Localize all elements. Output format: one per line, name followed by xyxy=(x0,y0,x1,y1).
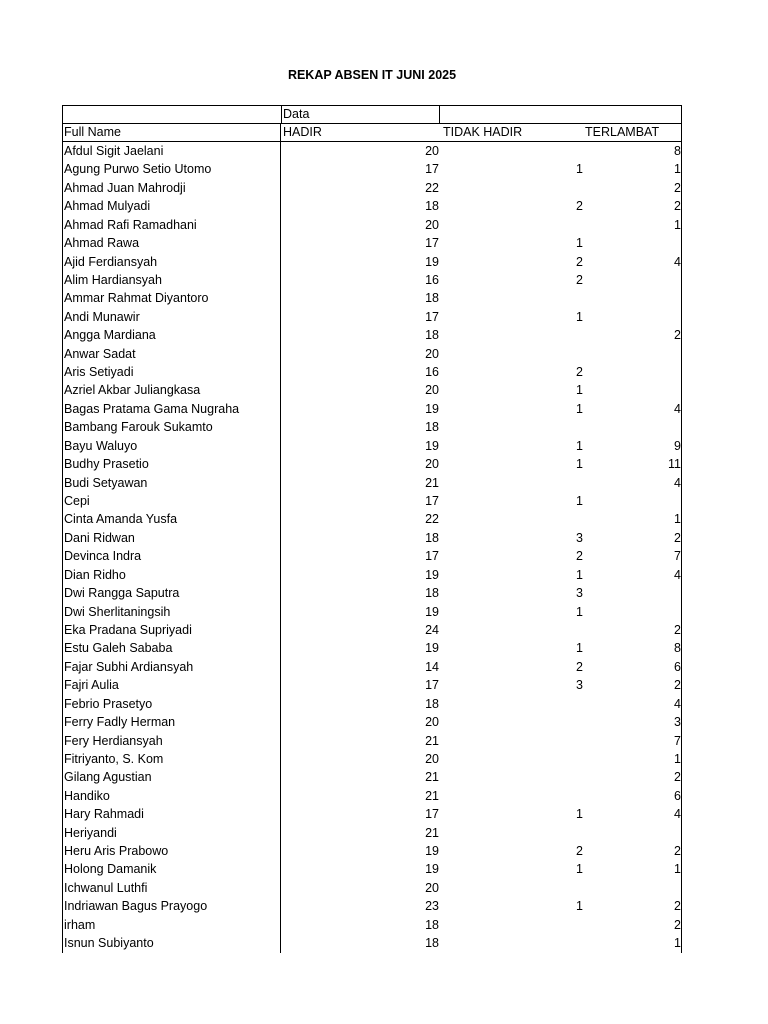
cell-terlambat: 2 xyxy=(674,328,681,343)
table-row xyxy=(63,474,681,492)
cell-full-name: Ahmad Rafi Ramadhani xyxy=(64,217,197,232)
cell-terlambat: 1 xyxy=(674,162,681,177)
cell-hadir: 23 xyxy=(425,899,439,914)
cell-full-name: Angga Mardiana xyxy=(64,328,156,343)
cell-hadir: 17 xyxy=(425,549,439,564)
cell-full-name: Dwi Rangga Saputra xyxy=(64,586,180,601)
cell-tidak-hadir: 1 xyxy=(576,807,583,822)
cell-full-name: Dian Ridho xyxy=(64,567,126,582)
table-row xyxy=(63,805,681,823)
cell-terlambat: 6 xyxy=(674,659,681,674)
cell-hadir: 19 xyxy=(425,567,439,582)
table-row xyxy=(63,437,681,455)
table-row xyxy=(63,345,681,363)
cell-terlambat: 11 xyxy=(668,457,681,472)
cell-full-name: Dani Ridwan xyxy=(64,530,135,545)
table-header-row xyxy=(62,124,682,142)
cell-hadir: 20 xyxy=(425,346,439,361)
cell-terlambat: 7 xyxy=(674,549,681,564)
cell-terlambat: 2 xyxy=(674,899,681,914)
cell-full-name: Bambang Farouk Sukamto xyxy=(64,420,213,435)
cell-terlambat: 2 xyxy=(674,199,681,214)
table-row xyxy=(63,142,681,160)
table-row xyxy=(63,326,681,344)
cell-terlambat: 2 xyxy=(674,530,681,545)
cell-tidak-hadir: 1 xyxy=(576,236,583,251)
table-row xyxy=(63,695,681,713)
cell-full-name: Hary Rahmadi xyxy=(64,807,144,822)
cell-full-name: Ammar Rahmat Diyantoro xyxy=(64,291,209,306)
cell-hadir: 20 xyxy=(425,715,439,730)
cell-hadir: 24 xyxy=(425,622,439,637)
cell-full-name: Estu Galeh Sababa xyxy=(64,641,173,656)
cell-hadir: 18 xyxy=(425,917,439,932)
table-row xyxy=(63,787,681,805)
table-row xyxy=(63,768,681,786)
data-group-header: Data xyxy=(281,106,440,123)
cell-tidak-hadir: 1 xyxy=(576,309,583,324)
cell-tidak-hadir: 3 xyxy=(576,530,583,545)
cell-full-name: Ajid Ferdiansyah xyxy=(64,254,158,269)
cell-hadir: 19 xyxy=(425,862,439,877)
cell-full-name: Handiko xyxy=(64,788,110,803)
table-row xyxy=(63,934,681,952)
cell-full-name: Agung Purwo Setio Utomo xyxy=(64,162,212,177)
cell-terlambat: 4 xyxy=(674,475,681,490)
cell-terlambat: 1 xyxy=(674,751,681,766)
table-row xyxy=(63,897,681,915)
cell-hadir: 21 xyxy=(425,825,439,840)
cell-full-name: Budhy Prasetio xyxy=(64,457,149,472)
cell-hadir: 14 xyxy=(425,659,439,674)
table-row xyxy=(63,584,681,602)
cell-full-name: Dwi Sherlitaningsih xyxy=(64,604,171,619)
column-header-full-name: Full Name xyxy=(64,125,121,139)
cell-tidak-hadir: 1 xyxy=(576,862,583,877)
table-row xyxy=(63,621,681,639)
column-divider xyxy=(280,124,281,141)
cell-full-name: Indriawan Bagus Prayogo xyxy=(64,899,208,914)
cell-full-name: Cinta Amanda Yusfa xyxy=(64,512,178,527)
cell-terlambat: 6 xyxy=(674,788,681,803)
cell-full-name: Febrio Prasetyo xyxy=(64,696,153,711)
table-row xyxy=(63,381,681,399)
cell-full-name: Fery Herdiansyah xyxy=(64,733,163,748)
cell-hadir: 18 xyxy=(425,420,439,435)
cell-tidak-hadir: 1 xyxy=(576,383,583,398)
cell-full-name: Ahmad Rawa xyxy=(64,236,140,251)
cell-full-name: Bagas Pratama Gama Nugraha xyxy=(64,401,240,416)
table-row xyxy=(63,529,681,547)
attendance-table xyxy=(62,105,682,953)
cell-full-name: Budi Setyawan xyxy=(64,475,148,490)
table-row xyxy=(63,418,681,436)
cell-full-name: Fajar Subhi Ardiansyah xyxy=(64,659,194,674)
cell-tidak-hadir: 2 xyxy=(576,272,583,287)
cell-hadir: 19 xyxy=(425,254,439,269)
table-row xyxy=(63,455,681,473)
cell-hadir: 17 xyxy=(425,807,439,822)
cell-full-name: Eka Pradana Supriyadi xyxy=(64,622,192,637)
cell-terlambat: 4 xyxy=(674,807,681,822)
cell-terlambat: 4 xyxy=(674,696,681,711)
table-row xyxy=(63,308,681,326)
cell-tidak-hadir: 2 xyxy=(576,199,583,214)
cell-tidak-hadir: 2 xyxy=(576,365,583,380)
cell-full-name: Bayu Waluyo xyxy=(64,438,138,453)
table-row xyxy=(63,658,681,676)
cell-terlambat: 3 xyxy=(674,715,681,730)
cell-full-name: Heru Aris Prabowo xyxy=(64,844,169,859)
cell-full-name: Azriel Akbar Juliangkasa xyxy=(64,383,201,398)
cell-full-name: Gilang Agustian xyxy=(64,770,152,785)
table-row xyxy=(63,750,681,768)
cell-full-name: Heriyandi xyxy=(64,825,117,840)
page-title: REKAP ABSEN IT JUNI 2025 xyxy=(287,68,457,82)
cell-full-name: irham xyxy=(64,917,96,932)
table-row xyxy=(63,510,681,528)
table-row xyxy=(63,400,681,418)
cell-full-name: Ahmad Mulyadi xyxy=(64,199,151,214)
table-row xyxy=(63,732,681,750)
table-row xyxy=(63,566,681,584)
cell-full-name: Devinca Indra xyxy=(64,549,142,564)
table-row xyxy=(63,216,681,234)
cell-terlambat: 2 xyxy=(674,622,681,637)
cell-terlambat: 8 xyxy=(674,144,681,158)
cell-hadir: 21 xyxy=(425,788,439,803)
cell-hadir: 21 xyxy=(425,475,439,490)
table-row xyxy=(63,271,681,289)
cell-terlambat: 9 xyxy=(674,438,681,453)
cell-hadir: 17 xyxy=(425,309,439,324)
table-body xyxy=(62,142,682,953)
cell-hadir: 19 xyxy=(425,844,439,859)
cell-tidak-hadir: 1 xyxy=(576,401,583,416)
cell-hadir: 19 xyxy=(425,604,439,619)
cell-tidak-hadir: 1 xyxy=(576,457,583,472)
cell-hadir: 20 xyxy=(425,217,439,232)
cell-hadir: 20 xyxy=(425,751,439,766)
cell-hadir: 17 xyxy=(425,162,439,177)
table-header-group-row xyxy=(62,105,682,124)
cell-tidak-hadir: 1 xyxy=(576,604,583,619)
cell-hadir: 20 xyxy=(425,457,439,472)
cell-tidak-hadir: 1 xyxy=(576,494,583,509)
cell-terlambat: 2 xyxy=(674,917,681,932)
cell-hadir: 18 xyxy=(425,199,439,214)
cell-full-name: Aris Setiyadi xyxy=(64,365,134,380)
cell-full-name: Cepi xyxy=(64,494,90,509)
table-row xyxy=(63,713,681,731)
cell-full-name: Afdul Sigit Jaelani xyxy=(64,144,164,158)
cell-terlambat: 4 xyxy=(674,567,681,582)
cell-hadir: 17 xyxy=(425,236,439,251)
cell-full-name: Andi Munawir xyxy=(64,309,140,324)
cell-full-name: Alim Hardiansyah xyxy=(64,272,162,287)
cell-hadir: 21 xyxy=(425,770,439,785)
cell-full-name: Isnun Subiyanto xyxy=(64,936,154,951)
table-row xyxy=(63,879,681,897)
cell-full-name: Ferry Fadly Herman xyxy=(64,715,176,730)
cell-full-name: Fitriyanto, S. Kom xyxy=(64,751,164,766)
table-row xyxy=(63,842,681,860)
cell-tidak-hadir: 3 xyxy=(576,678,583,693)
table-row xyxy=(63,289,681,307)
table-row xyxy=(63,676,681,694)
cell-full-name: Fajri Aulia xyxy=(64,678,119,693)
cell-hadir: 19 xyxy=(425,401,439,416)
cell-hadir: 18 xyxy=(425,696,439,711)
cell-hadir: 19 xyxy=(425,641,439,656)
column-header-tidak-hadir: TIDAK HADIR xyxy=(443,125,523,139)
cell-tidak-hadir: 1 xyxy=(576,162,583,177)
table-row xyxy=(63,639,681,657)
column-header-terlambat: TERLAMBAT xyxy=(585,125,660,139)
cell-full-name: Ahmad Juan Mahrodji xyxy=(64,180,186,195)
table-row xyxy=(63,363,681,381)
cell-tidak-hadir: 1 xyxy=(576,899,583,914)
table-row xyxy=(63,197,681,215)
cell-terlambat: 4 xyxy=(674,254,681,269)
cell-tidak-hadir: 1 xyxy=(576,438,583,453)
table-row xyxy=(63,234,681,252)
cell-tidak-hadir: 1 xyxy=(576,567,583,582)
cell-terlambat: 2 xyxy=(674,180,681,195)
table-row xyxy=(63,860,681,878)
cell-tidak-hadir: 1 xyxy=(576,641,583,656)
cell-tidak-hadir: 2 xyxy=(576,254,583,269)
cell-hadir: 20 xyxy=(425,880,439,895)
cell-terlambat: 2 xyxy=(674,770,681,785)
table-row xyxy=(63,179,681,197)
cell-hadir: 16 xyxy=(425,365,439,380)
cell-hadir: 17 xyxy=(425,494,439,509)
table-row xyxy=(63,253,681,271)
table-row xyxy=(63,824,681,842)
cell-hadir: 20 xyxy=(425,144,439,158)
table-row xyxy=(63,492,681,510)
cell-terlambat: 1 xyxy=(674,512,681,527)
cell-tidak-hadir: 2 xyxy=(576,549,583,564)
table-row xyxy=(63,160,681,178)
cell-terlambat: 2 xyxy=(674,844,681,859)
cell-tidak-hadir: 3 xyxy=(576,586,583,601)
cell-hadir: 21 xyxy=(425,733,439,748)
cell-hadir: 20 xyxy=(425,383,439,398)
cell-tidak-hadir: 2 xyxy=(576,659,583,674)
cell-full-name: Anwar Sadat xyxy=(64,346,136,361)
cell-hadir: 18 xyxy=(425,328,439,343)
cell-hadir: 17 xyxy=(425,678,439,693)
cell-tidak-hadir: 2 xyxy=(576,844,583,859)
cell-full-name: Ichwanul Luthfi xyxy=(64,880,148,895)
cell-full-name: Holong Damanik xyxy=(64,862,157,877)
table-row xyxy=(63,916,681,934)
cell-hadir: 19 xyxy=(425,438,439,453)
cell-hadir: 22 xyxy=(425,180,439,195)
cell-terlambat: 1 xyxy=(674,936,681,951)
cell-terlambat: 1 xyxy=(674,217,681,232)
table-row xyxy=(63,547,681,565)
cell-hadir: 18 xyxy=(425,530,439,545)
column-header-hadir: HADIR xyxy=(283,125,322,139)
cell-terlambat: 4 xyxy=(674,401,681,416)
cell-terlambat: 8 xyxy=(674,641,681,656)
cell-hadir: 18 xyxy=(425,291,439,306)
cell-terlambat: 1 xyxy=(674,862,681,877)
table-row xyxy=(63,603,681,621)
cell-hadir: 18 xyxy=(425,586,439,601)
cell-hadir: 16 xyxy=(425,272,439,287)
cell-terlambat: 2 xyxy=(674,678,681,693)
cell-terlambat: 7 xyxy=(674,733,681,748)
cell-hadir: 22 xyxy=(425,512,439,527)
cell-hadir: 18 xyxy=(425,936,439,951)
